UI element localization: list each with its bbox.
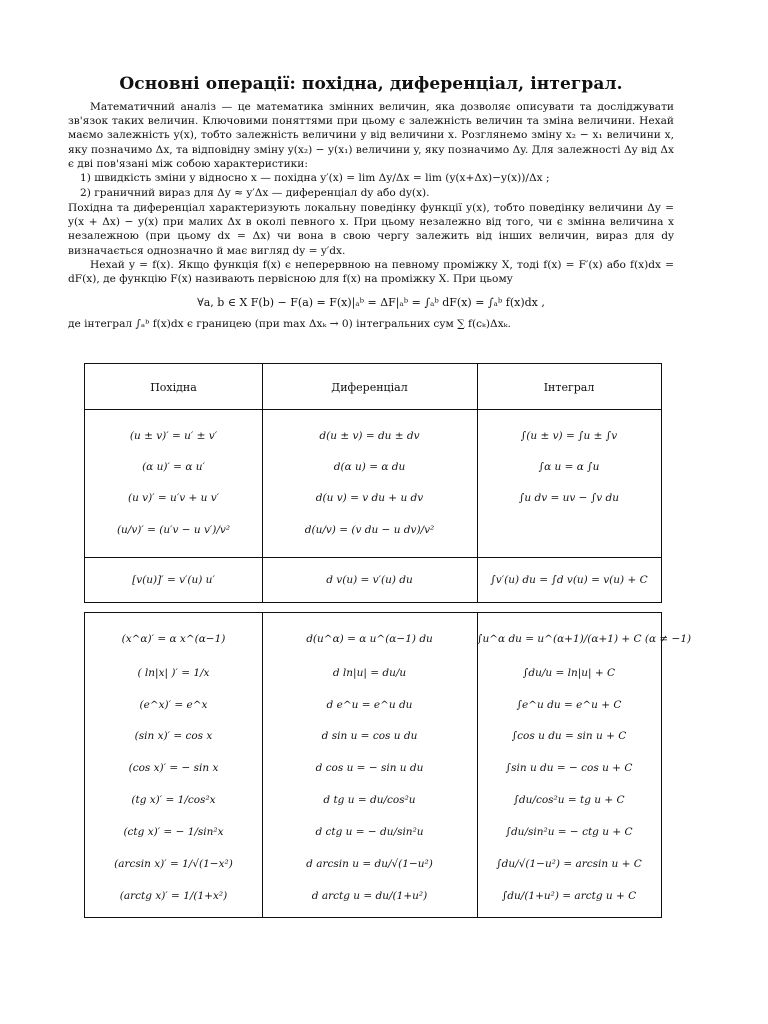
rule-derivative-chain: [v(u)]′ = v′(u) u′: [132, 574, 215, 586]
sin-differential: d sin u = cos u du: [321, 730, 418, 742]
rule-derivative-constant: (α u)′ = α u′: [142, 461, 205, 473]
document-page: [68, 74, 674, 331]
log-derivative: ( ln|x| )′ = 1/x: [137, 667, 210, 679]
arctg-differential: d arctg u = du/(1+u²): [311, 890, 428, 902]
rule-derivative-sum: (u ± v)′ = u′ ± v′: [129, 430, 218, 442]
tg-differential: d tg u = du/cos²u: [323, 794, 416, 806]
ctg-derivative: (ctg x)′ = − 1/sin²x: [123, 826, 224, 838]
header-derivative: Похідна: [150, 381, 197, 394]
rule-differential-product: d(u v) = v du + u dv: [315, 492, 424, 504]
arcsin-differential: d arcsin u = du/√(1−u²): [306, 858, 433, 870]
power-differential: d(u^α) = α u^(α−1) du: [306, 633, 433, 645]
intro-paragraph-4: де інтеграл ∫ₐᵇ f(x)dx є границею (при max Δxₖ → 0) інтегральних сум ∑ f(cₖ)Δxₖ.: [68, 318, 511, 331]
tg-derivative: (tg x)′ = 1/cos²x: [131, 794, 216, 806]
rule-differential-sum: d(u ± v) = du ± dv: [319, 430, 420, 442]
rule-integral-by-parts: ∫u dv = uv − ∫v du: [518, 492, 620, 504]
rule-differential-constant: d(α u) = α du: [333, 461, 406, 473]
newton-leibniz-formula: ∀a, b ∈ X F(b) − F(a) = F(x)|ₐᵇ = ΔF|ₐᵇ = ∫ₐᵇ dF(x) = ∫ₐᵇ f(x)dx ,: [197, 296, 545, 310]
header-differential: Диференціал: [331, 381, 408, 394]
definition-derivative: 1) швидкість зміни y відносно x — похідна y′(x) = lim Δy/Δx = lim (y(x+Δx)−y(x))/Δx ;: [80, 172, 550, 185]
cos-integral: ∫cos u du = sin u + C: [511, 730, 627, 742]
sin-integral: ∫sin u du = − cos u + C: [505, 762, 633, 774]
cos-differential: d cos u = − sin u du: [315, 762, 424, 774]
rule-derivative-quotient: (u/v)′ = (u′v − u v′)/v²: [116, 524, 231, 536]
power-derivative: (x^α)′ = α x^(α−1): [121, 633, 226, 645]
power-integral: ∫u^α du = u^(α+1)/(α+1) + C (α ≠ −1): [477, 633, 692, 645]
rules-table: [84, 363, 662, 603]
intro-paragraph-1: Математичний аналіз — це математика змінних величин, яка дозволяє описувати та досліджувати зв'язок таких величин. Ключовими поняттями при цьому є залежність величин та зміна величини. Нехай маємо залежність y(x), тобто залежність величини y від величини x. Розглянемо зміну x₂ − x₁ величини x, яку позначимо Δx, та відповідну зміну y(x₂) − y(x₁) величини y, яку позначимо Δy. Для залежності Δy від Δx є дві пов'язані між собою характеристики:: [68, 101, 674, 170]
arcsin-derivative: (arcsin x)′ = 1/√(1−x²): [114, 858, 233, 870]
ctg-integral: ∫du/sin²u = − ctg u + C: [505, 826, 633, 838]
intro-paragraph-3: Нехай y = f(x). Якщо функція f(x) є неперервною на певному проміжку X, тоді f(x) = F′(x) або f(x)dx = dF(x), де функцію F(x) називають первісною для f(x) на проміжку X. При цьому: [68, 258, 674, 286]
rule-differential-chain: d v(u) = v′(u) du: [326, 574, 413, 586]
tg-integral: ∫du/cos²u = tg u + C: [513, 794, 625, 806]
definition-differential: 2) граничний вираз для Δy ≈ y′Δx — диференціал dy або dy(x).: [80, 187, 430, 200]
exp-derivative: (e^x)′ = e^x: [139, 699, 208, 711]
intro-paragraph-2: Похідна та диференціал характеризують локальну поведінку функції y(x), тобто поведінку величини Δy = y(x + Δx) − y(x) при малих Δx в околі певного x. При цьому незалежно від того, чи є змінна величина x незалежною (при цьому dx = Δx) чи вона в свою чергу залежить від інших величин, вираз для dy визначається однозначно й має вигляд dy = y′dx.: [68, 202, 674, 257]
rule-differential-quotient: d(u/v) = (v du − u dv)/v²: [304, 524, 435, 536]
exp-integral: ∫e^u du = e^u + C: [516, 699, 622, 711]
header-integral: Інтеграл: [543, 381, 595, 394]
rule-integral-substitution: ∫v′(u) du = ∫d v(u) = v(u) + C: [490, 574, 648, 586]
sin-derivative: (sin x)′ = cos x: [134, 730, 213, 742]
cos-derivative: (cos x)′ = − sin x: [128, 762, 219, 774]
ctg-differential: d ctg u = − du/sin²u: [315, 826, 424, 838]
arctg-integral: ∫du/(1+u²) = arctg u + C: [501, 890, 637, 902]
arctg-derivative: (arctg x)′ = 1/(1+x²): [119, 890, 228, 902]
page-title: Основні операції: похідна, диференціал, інтеграл.: [119, 74, 623, 94]
arcsin-integral: ∫du/√(1−u²) = arcsin u + C: [496, 858, 642, 870]
rule-integral-sum: ∫(u ± v) = ∫u ± ∫v: [520, 430, 618, 442]
rule-derivative-product: (u v)′ = u′v + u v′: [127, 492, 220, 504]
exp-differential: d e^u = e^u du: [326, 699, 413, 711]
log-differential: d ln|u| = du/u: [332, 667, 407, 679]
elementary-functions-table: [84, 612, 692, 918]
rule-integral-constant: ∫α u = α ∫u: [538, 461, 600, 473]
log-integral: ∫du/u = ln|u| + C: [522, 667, 616, 679]
